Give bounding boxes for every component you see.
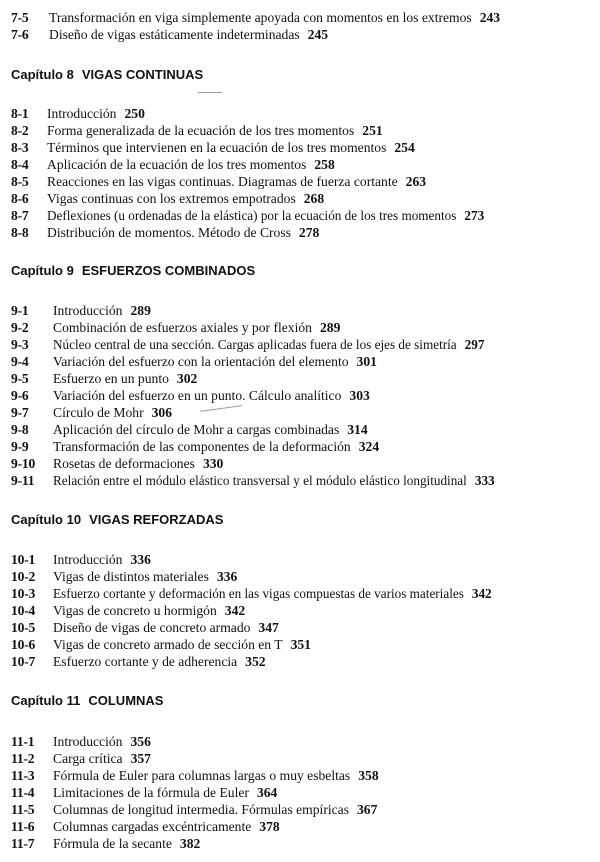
toc-entry-number: 11-3 xyxy=(11,768,35,783)
toc-entry-number: 11-4 xyxy=(11,785,35,800)
toc-entry-title: Vigas de concreto armado de sección en T 351 xyxy=(53,637,311,652)
toc-entry-9-8 xyxy=(0,421,600,438)
toc-entry-title: Variación del esfuerzo en un punto. Cálculo analítico 303 xyxy=(53,388,370,403)
toc-entry-8-4 xyxy=(0,156,600,173)
toc-entry-title: Términos que intervienen en la ecuación de los tres momentos 254 xyxy=(47,140,415,155)
toc-entry-number: 10-3 xyxy=(11,586,36,601)
chapter-name: COLUMNAS xyxy=(88,693,164,708)
toc-entry-10-2 xyxy=(0,568,600,585)
toc-entry-number: 10-1 xyxy=(11,552,36,567)
chapter-name: VIGAS CONTINUAS xyxy=(81,67,204,82)
toc-entry-number: 9-6 xyxy=(11,388,29,403)
toc-entry-number: 9-9 xyxy=(11,439,29,454)
toc-entry-title: Columnas de longitud intermedia. Fórmulas empíricas 367 xyxy=(53,802,378,817)
chapter-9-heading xyxy=(11,262,255,280)
toc-entry-title: Aplicación de la ecuación de los tres momentos 258 xyxy=(47,157,335,172)
toc-entry-page: 357 xyxy=(130,751,151,766)
toc-entry-title: Esfuerzo cortante y de adherencia 352 xyxy=(53,654,266,669)
toc-entry-page: 268 xyxy=(303,191,325,206)
toc-entry-title: Introducción 289 xyxy=(53,303,151,318)
toc-entry-number: 9-4 xyxy=(11,354,29,369)
toc-entry-page: 301 xyxy=(356,354,377,369)
toc-entry-8-8 xyxy=(0,224,600,241)
toc-entry-page: 289 xyxy=(130,303,151,318)
toc-entry-9-7 xyxy=(0,404,600,421)
toc-entry-number: 8-5 xyxy=(11,174,29,189)
toc-entry-number: 11-5 xyxy=(11,802,35,817)
toc-entry-page: 352 xyxy=(245,654,266,669)
toc-entry-page: 250 xyxy=(124,106,145,121)
toc-entry-title: Combinación de esfuerzos axiales y por flexión 289 xyxy=(53,320,341,335)
toc-entry-number: 9-3 xyxy=(11,337,29,352)
toc-entry-number: 9-10 xyxy=(11,456,36,471)
toc-entry-9-5 xyxy=(0,370,600,387)
toc-entry-page: 347 xyxy=(258,620,279,635)
toc-entry-10-7 xyxy=(0,653,600,670)
toc-entry-number: 9-5 xyxy=(11,371,29,386)
chapter-label: Capítulo 10 xyxy=(11,512,82,527)
toc-entry-page: 382 xyxy=(179,836,201,851)
toc-entry-page: 324 xyxy=(358,439,380,454)
toc-entry-title: Círculo de Mohr 306 xyxy=(53,405,173,420)
toc-entry-10-5 xyxy=(0,619,600,636)
toc-entry-number: 10-4 xyxy=(11,603,36,618)
toc-entry-11-6 xyxy=(0,818,600,835)
toc-entry-title: Diseño de vigas estáticamente indeterminadas 245 xyxy=(49,27,329,42)
toc-entry-page: 258 xyxy=(314,157,335,172)
toc-entry-title: Introducción 250 xyxy=(47,106,145,121)
toc-entry-10-3 xyxy=(0,585,600,602)
toc-entry-number: 9-8 xyxy=(11,422,29,437)
toc-entry-page: 306 xyxy=(151,405,173,420)
toc-entry-page: 336 xyxy=(216,569,238,584)
toc-entry-number: 9-2 xyxy=(11,320,29,335)
toc-entry-number: 9-11 xyxy=(11,473,35,488)
toc-entry-title: Vigas de distintos materiales 336 xyxy=(53,569,238,584)
toc-entry-number: 10-5 xyxy=(11,620,36,635)
toc-entry-number: 11-2 xyxy=(11,751,35,766)
toc-entry-page: 243 xyxy=(479,10,501,25)
toc-entry-title: Introducción 336 xyxy=(53,552,151,567)
toc-entry-10-1 xyxy=(0,551,600,568)
toc-entry-page: 330 xyxy=(202,456,224,471)
toc-entry-number: 8-2 xyxy=(11,123,29,138)
toc-entry-title: Carga crítica 357 xyxy=(53,751,151,766)
toc-entry-8-6 xyxy=(0,190,600,207)
toc-entry-number: 11-1 xyxy=(11,734,35,749)
toc-entry-9-3 xyxy=(0,336,600,353)
toc-entry-page: 336 xyxy=(130,552,151,567)
toc-entry-11-7 xyxy=(0,835,600,852)
toc-entry-number: 8-6 xyxy=(11,191,29,206)
toc-entry-number: 10-2 xyxy=(11,569,36,584)
toc-entry-page: 251 xyxy=(362,123,383,138)
toc-entry-page: 303 xyxy=(349,388,370,403)
toc-entry-title: Aplicación del círculo de Mohr a cargas combinadas 314 xyxy=(53,422,368,437)
toc-entry-title: Distribución de momentos. Método de Cross 278 xyxy=(47,225,320,240)
toc-entry-page: 302 xyxy=(176,371,198,386)
toc-entry-number: 8-7 xyxy=(11,208,29,223)
toc-entry-title: Fórmula de Euler para columnas largas o muy esbeltas 358 xyxy=(53,768,379,783)
scan-mark xyxy=(198,92,222,93)
toc-entry-number: 8-4 xyxy=(11,157,29,172)
toc-entry-page: 263 xyxy=(405,174,427,189)
toc-entry-title: Relación entre el módulo elástico transversal y el módulo elástico longitudinal 333 xyxy=(53,473,495,488)
chapter-11-heading xyxy=(11,692,163,710)
toc-entry-page: 314 xyxy=(347,422,368,437)
toc-entry-7-6 xyxy=(0,26,600,43)
chapter-10-heading xyxy=(11,511,223,529)
toc-entry-11-2 xyxy=(0,750,600,767)
toc-entry-title: Transformación en viga simplemente apoyada con momentos en los extremos 243 xyxy=(49,10,501,25)
toc-entry-11-5 xyxy=(0,801,600,818)
toc-entry-page: 356 xyxy=(130,734,151,749)
toc-entry-9-1 xyxy=(0,302,600,319)
toc-entry-title: Esfuerzo cortante y deformación en las vigas compuestas de varios materiales 342 xyxy=(53,586,492,601)
toc-entry-number: 8-3 xyxy=(11,140,29,155)
chapter-label: Capítulo 11 xyxy=(11,693,81,708)
toc-entry-8-3 xyxy=(0,139,600,156)
toc-entry-8-7 xyxy=(0,207,600,224)
toc-entry-page: 273 xyxy=(464,208,485,223)
toc-entry-page: 333 xyxy=(474,473,495,488)
toc-entry-number: 8-8 xyxy=(11,225,29,240)
chapter-8-heading xyxy=(11,66,203,84)
toc-entry-title: Forma generalizada de la ecuación de los tres momentos 251 xyxy=(47,123,383,138)
toc-entry-number: 8-1 xyxy=(11,106,29,121)
toc-entry-title: Vigas continuas con los extremos empotrados 268 xyxy=(47,191,325,206)
toc-entry-page: 364 xyxy=(256,785,278,800)
chapter-name: ESFUERZOS COMBINADOS xyxy=(81,263,256,278)
toc-entry-title: Deflexiones (u ordenadas de la elástica) por la ecuación de los tres momentos 273 xyxy=(47,208,485,223)
toc-entry-number: 11-6 xyxy=(11,819,35,834)
toc-entry-page: 378 xyxy=(259,819,280,834)
toc-entry-page: 351 xyxy=(290,637,311,652)
toc-entry-page: 342 xyxy=(471,586,492,601)
toc-entry-8-5 xyxy=(0,173,600,190)
toc-entry-title: Introducción 356 xyxy=(53,734,151,749)
toc-entry-number: 7-6 xyxy=(11,27,29,42)
toc-entry-10-6 xyxy=(0,636,600,653)
toc-entry-page: 297 xyxy=(464,337,485,352)
toc-entry-9-2 xyxy=(0,319,600,336)
toc-entry-11-3 xyxy=(0,767,600,784)
toc-entry-title: Rosetas de deformaciones 330 xyxy=(53,456,224,471)
toc-entry-7-5 xyxy=(0,9,600,26)
toc-entry-number: 9-7 xyxy=(11,405,29,420)
toc-entry-8-2 xyxy=(0,122,600,139)
toc-entry-page: 289 xyxy=(319,320,341,335)
toc-entry-title: Reacciones en las vigas continuas. Diagramas de fuerza cortante 263 xyxy=(47,174,427,189)
toc-entry-page: 342 xyxy=(224,603,246,618)
toc-entry-title: Variación del esfuerzo con la orientación del elemento 301 xyxy=(53,354,377,369)
toc-entry-title: Núcleo central de una sección. Cargas aplicadas fuera de los ejes de simetría 297 xyxy=(53,337,485,352)
toc-entry-page: 358 xyxy=(358,768,379,783)
toc-entry-9-4 xyxy=(0,353,600,370)
toc-entry-9-9 xyxy=(0,438,600,455)
toc-entry-9-6 xyxy=(0,387,600,404)
toc-entry-8-1 xyxy=(0,105,600,122)
toc-entry-11-4 xyxy=(0,784,600,801)
toc-entry-title: Vigas de concreto u hormigón 342 xyxy=(53,603,246,618)
toc-entry-title: Fórmula de la secante 382 xyxy=(53,836,201,851)
toc-entry-number: 11-7 xyxy=(11,836,35,851)
toc-entry-9-10 xyxy=(0,455,600,472)
toc-entry-title: Esfuerzo en un punto 302 xyxy=(53,371,198,386)
toc-entry-number: 10-7 xyxy=(11,654,36,669)
toc-entry-page: 245 xyxy=(307,27,329,42)
toc-entry-page: 254 xyxy=(394,140,415,155)
toc-entry-10-4 xyxy=(0,602,600,619)
chapter-label: Capítulo 8 xyxy=(11,67,74,82)
toc-entry-9-11 xyxy=(0,472,600,489)
chapter-label: Capítulo 9 xyxy=(11,263,74,278)
toc-entry-11-1 xyxy=(0,733,600,750)
chapter-name: VIGAS REFORZADAS xyxy=(89,512,224,527)
toc-entry-title: Columnas cargadas excéntricamente 378 xyxy=(53,819,280,834)
toc-entry-page: 367 xyxy=(357,802,378,817)
toc-entry-title: Diseño de vigas de concreto armado 347 xyxy=(53,620,279,635)
toc-entry-title: Transformación de las componentes de la deformación 324 xyxy=(53,439,380,454)
toc-entry-title: Limitaciones de la fórmula de Euler 364 xyxy=(53,785,278,800)
toc-entry-page: 278 xyxy=(298,225,320,240)
toc-entry-number: 10-6 xyxy=(11,637,36,652)
toc-entry-number: 7-5 xyxy=(11,10,29,25)
toc-entry-number: 9-1 xyxy=(11,303,29,318)
